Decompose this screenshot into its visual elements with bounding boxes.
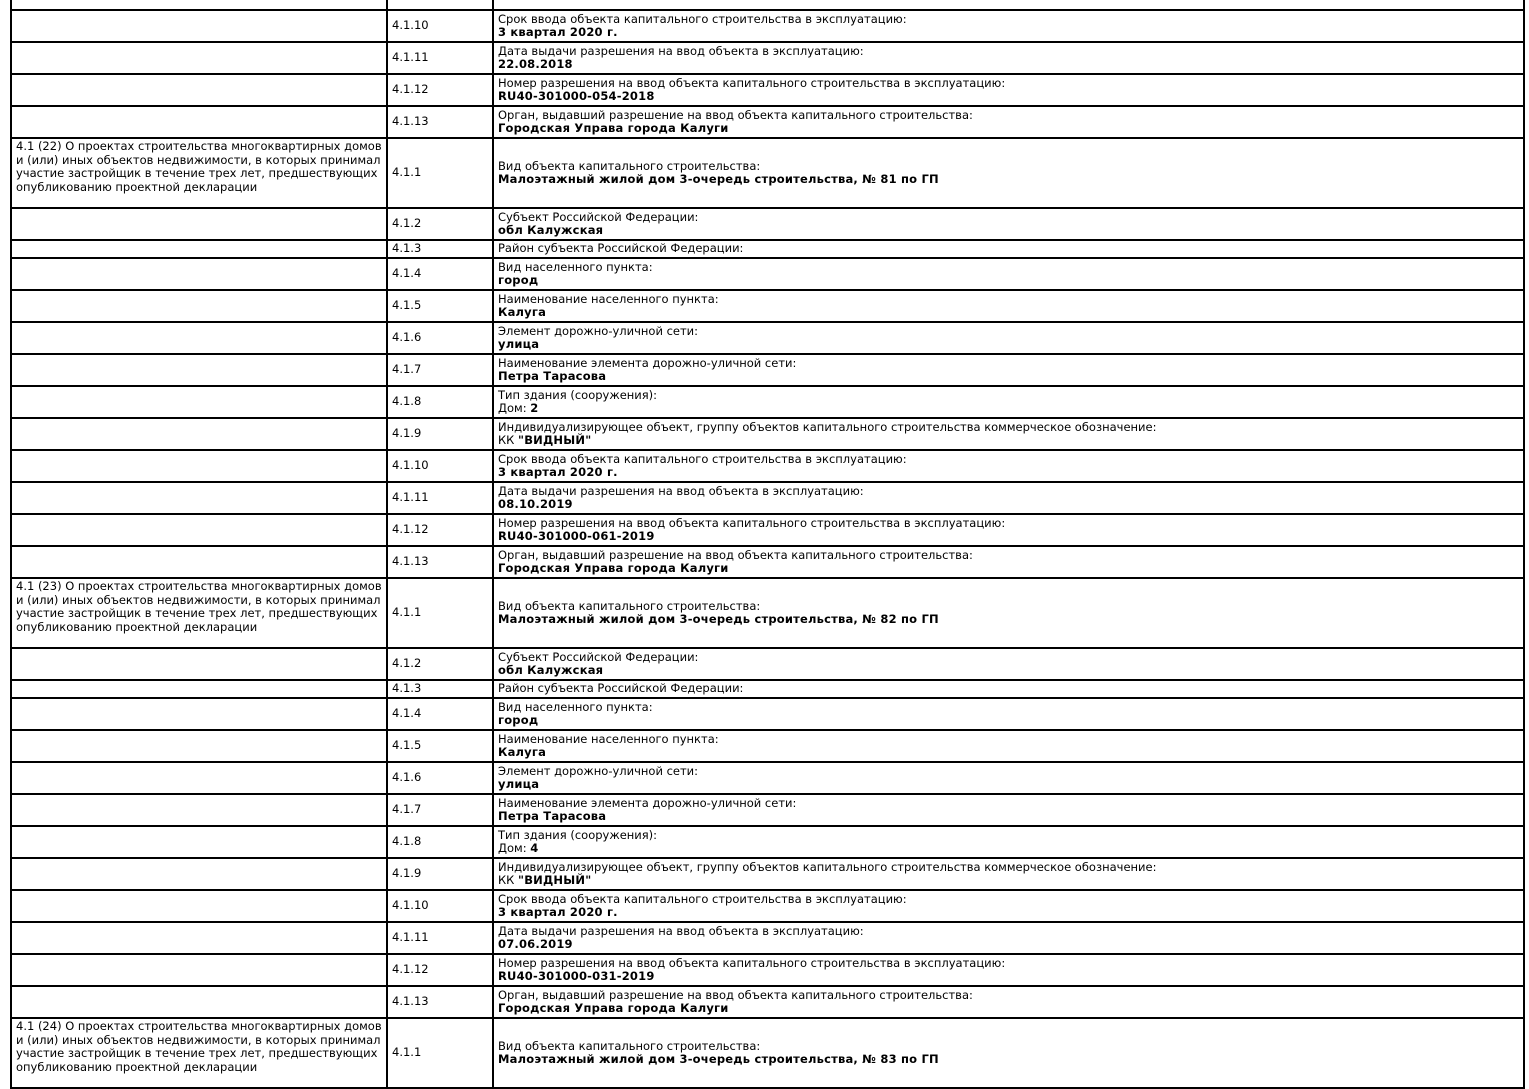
field-label: Субъект Российской Федерации: [498,209,699,224]
num-cell: 4.1.13 [387,986,493,1018]
content-cell [493,680,1524,698]
field-label: Индивидуализирующее объект, группу объектов капитального строительства коммерческое обозначение: [498,859,1157,874]
num-cell: 4.1.12 [387,954,493,986]
table-row [11,290,1524,322]
section-cell [11,922,387,954]
section-cell [11,514,387,546]
section-cell: 4.1 (23) О проектах строительства многоквартирных домов и (или) иных объектов недвижимости, в которых принимал участие застройщик в течение трех лет, предшествующих опубликованию проектной декларации [11,578,387,648]
field-value: Дом: 4 [498,841,539,855]
num-cell: 4.1.13 [387,546,493,578]
content-cell [493,648,1524,680]
num-cell: 4.1.11 [387,42,493,74]
table-row [11,986,1524,1018]
section-cell [11,482,387,514]
field-label: Номер разрешения на ввод объекта капитального строительства в эксплуатацию: [498,75,1006,90]
field-label: Элемент дорожно-уличной сети: [498,763,699,778]
section-cell [11,354,387,386]
content-cell [493,418,1524,450]
num-cell: 4.1.10 [387,890,493,922]
section-cell [11,106,387,138]
table-row [11,890,1524,922]
num-cell: 4.1.13 [387,106,493,138]
table-row [11,482,1524,514]
table-row [11,730,1524,762]
field-label: Срок ввода объекта капитального строительства в эксплуатацию: [498,11,907,26]
field-value: улица [498,777,540,791]
field-label: Наименование населенного пункта: [498,291,719,306]
section-cell [11,240,387,258]
table-row [11,762,1524,794]
content-cell [493,10,1524,42]
field-value: Калуга [498,305,547,319]
field-label: Орган, выдавший разрешение на ввод объекта капитального строительства: [498,987,973,1002]
table-row [11,954,1524,986]
content-cell [493,826,1524,858]
declaration-table [10,0,1525,1089]
section-cell [11,546,387,578]
content-cell [493,138,1524,208]
section-cell [11,890,387,922]
section-header-row [11,578,1524,648]
content-cell [493,578,1524,648]
section-cell [11,762,387,794]
section-cell [11,10,387,42]
table-row [11,258,1524,290]
field-label: Субъект Российской Федерации: [498,649,699,664]
field-label: Тип здания (сооружения): [498,827,658,842]
field-value: 07.06.2019 [498,937,573,951]
field-value: город [498,273,539,287]
field-label: Тип здания (сооружения): [498,387,658,402]
field-label: Вид населенного пункта: [498,259,653,274]
num-cell: 4.1.9 [387,418,493,450]
content-cell [493,290,1524,322]
content-cell [493,730,1524,762]
section-cell [11,450,387,482]
field-label: Район субъекта Российской Федерации: [498,241,744,256]
field-label: Наименование населенного пункта: [498,731,719,746]
field-value: Городская Управа города Калуги [498,561,729,575]
declaration-document [10,0,1525,1089]
field-label: Дата выдачи разрешения на ввод объекта в эксплуатацию: [498,43,864,58]
table-row [11,418,1524,450]
section-cell [11,208,387,240]
num-cell: 4.1.3 [387,240,493,258]
content-cell [493,514,1524,546]
field-label: Номер разрешения на ввод объекта капитального строительства в эксплуатацию: [498,515,1006,530]
table-row [11,698,1524,730]
section-cell [11,386,387,418]
table-row [11,922,1524,954]
section-cell [11,986,387,1018]
field-value: Петра Тарасова [498,369,607,383]
field-value: 22.08.2018 [498,57,573,71]
section-cell [11,258,387,290]
table-row [11,74,1524,106]
section-cell [11,418,387,450]
field-label: Элемент дорожно-уличной сети: [498,323,699,338]
table-row [11,208,1524,240]
num-cell: 4.1.4 [387,698,493,730]
section-cell [11,648,387,680]
table-row [11,240,1524,258]
section-header-row [11,138,1524,208]
num-cell: 4.1.8 [387,826,493,858]
table-row [11,10,1524,42]
table-row [11,546,1524,578]
field-label: Орган, выдавший разрешение на ввод объекта капитального строительства: [498,547,973,562]
content-cell [493,74,1524,106]
content-cell [493,922,1524,954]
num-cell: 4.1.7 [387,354,493,386]
field-value: RU40-301000-031-2019 [498,969,655,983]
table-row [11,680,1524,698]
table-row [11,794,1524,826]
num-cell: 4.1.10 [387,10,493,42]
content-cell [493,698,1524,730]
section-cell [11,794,387,826]
field-label: Дата выдачи разрешения на ввод объекта в эксплуатацию: [498,483,864,498]
num-cell: 4.1.6 [387,762,493,794]
content-cell [493,208,1524,240]
section-cell [11,698,387,730]
section-cell: 4.1 (24) О проектах строительства многоквартирных домов и (или) иных объектов недвижимости, в которых принимал участие застройщик в течение трех лет, предшествующих опубликованию проектной декларации [11,1018,387,1088]
field-value: КК "ВИДНЫЙ" [498,433,592,447]
table-row [11,386,1524,418]
field-label: Срок ввода объекта капитального строительства в эксплуатацию: [498,451,907,466]
content-cell [493,1018,1524,1088]
field-value: Малоэтажный жилой дом 3-очередь строительства, № 83 по ГП [498,1052,939,1066]
section-cell [11,74,387,106]
content-cell [493,354,1524,386]
field-value: обл Калужская [498,223,604,237]
table-row [11,514,1524,546]
num-cell: 4.1.1 [387,138,493,208]
num-cell: 4.1.5 [387,290,493,322]
field-value: улица [498,337,540,351]
field-label: Индивидуализирующее объект, группу объектов капитального строительства коммерческое обозначение: [498,419,1157,434]
content-cell [493,858,1524,890]
field-value: обл Калужская [498,663,604,677]
field-label: Номер разрешения на ввод объекта капитального строительства в эксплуатацию: [498,955,1006,970]
num-cell: 4.1.6 [387,322,493,354]
content-cell [493,42,1524,74]
field-label: Вид населенного пункта: [498,699,653,714]
table-row [11,322,1524,354]
section-header-row [11,1018,1524,1088]
field-value: Городская Управа города Калуги [498,1001,729,1015]
field-value: RU40-301000-054-2018 [498,89,655,103]
section-cell [11,290,387,322]
field-value: Малоэтажный жилой дом 3-очередь строительства, № 81 по ГП [498,172,939,186]
field-value: 3 квартал 2020 г. [498,465,618,479]
num-cell: 4.1.2 [387,648,493,680]
content-cell [493,986,1524,1018]
num-cell: 4.1.1 [387,1018,493,1088]
field-value: Калуга [498,745,547,759]
section-cell: 4.1 (22) О проектах строительства многоквартирных домов и (или) иных объектов недвижимости, в которых принимал участие застройщик в течение трех лет, предшествующих опубликованию проектной декларации [11,138,387,208]
num-cell: 4.1.5 [387,730,493,762]
section-cell [11,0,387,10]
field-value: 3 квартал 2020 г. [498,25,618,39]
content-cell [493,762,1524,794]
section-cell [11,826,387,858]
field-label: Вид объекта капитального строительства: [498,1038,761,1053]
field-value: 3 квартал 2020 г. [498,905,618,919]
table-row [11,648,1524,680]
table-row [11,354,1524,386]
content-cell [493,450,1524,482]
num-cell [387,0,493,10]
num-cell: 4.1.12 [387,74,493,106]
field-label: Вид объекта капитального строительства: [498,598,761,613]
field-value: Городская Управа города Калуги [498,121,729,135]
field-value: КК "ВИДНЫЙ" [498,873,592,887]
num-cell: 4.1.2 [387,208,493,240]
field-value: город [498,713,539,727]
num-cell: 4.1.11 [387,482,493,514]
num-cell: 4.1.10 [387,450,493,482]
section-cell [11,730,387,762]
table-row [11,42,1524,74]
field-value: Малоэтажный жилой дом 3-очередь строительства, № 82 по ГП [498,612,939,626]
num-cell: 4.1.12 [387,514,493,546]
table-row [11,826,1524,858]
content-cell [493,890,1524,922]
section-cell [11,858,387,890]
field-value: Петра Тарасова [498,809,607,823]
field-label: Орган, выдавший разрешение на ввод объекта капитального строительства: [498,107,973,122]
content-cell [493,240,1524,258]
content-cell [493,482,1524,514]
table-row [11,858,1524,890]
field-value: 08.10.2019 [498,497,573,511]
content-cell [493,106,1524,138]
content-cell [493,954,1524,986]
num-cell: 4.1.8 [387,386,493,418]
table-row [11,450,1524,482]
num-cell: 4.1.1 [387,578,493,648]
content-cell [493,546,1524,578]
field-label: Район субъекта Российской Федерации: [498,681,744,696]
section-cell [11,954,387,986]
field-value: RU40-301000-061-2019 [498,529,655,543]
clipped-row [11,0,1524,10]
content-cell [493,386,1524,418]
field-label: Вид объекта капитального строительства: [498,158,761,173]
field-label: Наименование элемента дорожно-уличной сети: [498,795,797,810]
table-row [11,106,1524,138]
content-cell [493,794,1524,826]
section-cell [11,322,387,354]
field-value: Дом: 2 [498,401,539,415]
field-label: Срок ввода объекта капитального строительства в эксплуатацию: [498,891,907,906]
num-cell: 4.1.3 [387,680,493,698]
field-label: Наименование элемента дорожно-уличной сети: [498,355,797,370]
section-cell [11,42,387,74]
content-cell [493,258,1524,290]
content-cell [493,322,1524,354]
field-label: Дата выдачи разрешения на ввод объекта в эксплуатацию: [498,923,864,938]
num-cell: 4.1.9 [387,858,493,890]
section-cell [11,680,387,698]
num-cell: 4.1.7 [387,794,493,826]
num-cell: 4.1.11 [387,922,493,954]
content-cell [493,0,1524,10]
num-cell: 4.1.4 [387,258,493,290]
